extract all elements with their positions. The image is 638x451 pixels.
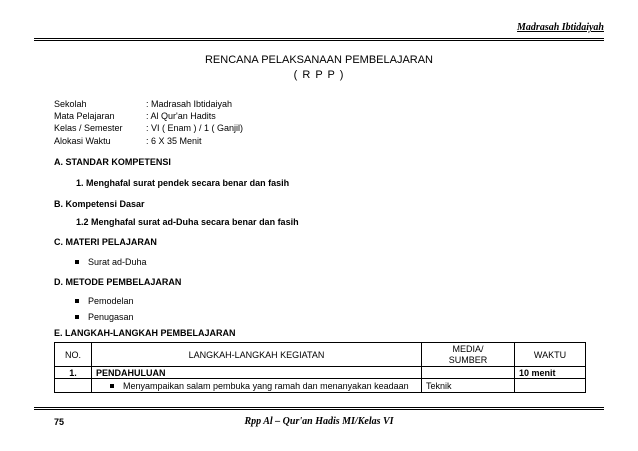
- section-a-heading: A. STANDAR KOMPETENSI: [54, 157, 171, 167]
- section-d-heading: D. METODE PEMBELAJARAN: [54, 277, 182, 287]
- col-kegiatan-header: LANGKAH-LANGKAH KEGIATAN: [92, 343, 422, 367]
- row-waktu: [515, 379, 586, 393]
- list-item: [75, 257, 147, 267]
- list-item: [75, 296, 134, 306]
- col-waktu-header: WAKTU: [515, 343, 586, 367]
- footer-title: Rpp Al – Qur'an Hadis MI/Kelas VI: [244, 416, 394, 427]
- header-divider: [34, 38, 604, 39]
- info-value: : Al Qur'an Hadits: [146, 111, 216, 122]
- list-item-text: Penugasan: [88, 312, 134, 322]
- page-number: 75: [54, 417, 65, 427]
- info-label: Mata Pelajaran: [54, 111, 115, 122]
- info-row: [54, 135, 243, 147]
- col-media-header: [422, 343, 515, 367]
- bullet-icon: [75, 315, 79, 319]
- col-no-header: NO.: [55, 343, 92, 367]
- list-item: [75, 312, 134, 322]
- row-waktu: 10 menit: [515, 367, 586, 379]
- section-b-item: 1.2 Menghafal surat ad-Duha secara benar dan fasih: [76, 217, 299, 227]
- info-value: : Madrasah Ibtidaiyah: [146, 99, 233, 109]
- info-row: [54, 110, 243, 122]
- bullet-icon: [110, 384, 114, 388]
- header-divider-2: [34, 40, 604, 41]
- row-no: [55, 379, 92, 393]
- info-label: Sekolah: [54, 99, 87, 109]
- info-row: [54, 98, 243, 110]
- footer-divider: [34, 407, 604, 408]
- list-item: [110, 381, 409, 391]
- section-b-heading: B. Kompetensi Dasar: [54, 199, 145, 209]
- table-row: [55, 367, 586, 379]
- section-e-heading: E. LANGKAH-LANGKAH PEMBELAJARAN: [54, 328, 236, 338]
- row-kegiatan: [92, 379, 422, 393]
- activities-table: [54, 342, 586, 393]
- info-label: Kelas / Semester: [54, 123, 123, 134]
- document-subtitle: ( R P P ): [293, 69, 345, 81]
- info-value: : VI ( Enam ) / 1 ( Ganjil): [146, 123, 244, 134]
- table-header-row: [55, 343, 586, 367]
- row-kegiatan: PENDAHULUAN: [92, 367, 422, 379]
- media-header-line1: MEDIA/: [452, 343, 484, 354]
- identity-block: [54, 98, 243, 147]
- row-media: [422, 367, 515, 379]
- media-header-line2: SUMBER: [448, 354, 488, 365]
- bullet-icon: [75, 260, 79, 264]
- list-item-text: Surat ad-Duha: [88, 257, 147, 267]
- bullet-icon: [75, 299, 79, 303]
- table-row: [55, 379, 586, 393]
- list-item-text: Pemodelan: [88, 296, 134, 306]
- section-a-item: 1. Menghafal surat pendek secara benar dan fasih: [76, 178, 290, 188]
- document-title: RENCANA PELAKSANAAN PEMBELAJARAN: [204, 54, 434, 66]
- info-label: Alokasi Waktu: [54, 135, 111, 146]
- info-value: : 6 X 35 Menit: [146, 135, 202, 146]
- row-media: Teknik: [422, 379, 515, 393]
- header-school: Madrasah Ibtidaiyah: [517, 22, 604, 33]
- list-item-text: Menyampaikan salam pembuka yang ramah dan menanyakan keadaan: [123, 381, 409, 391]
- info-row: [54, 122, 243, 134]
- footer-divider-2: [34, 409, 604, 410]
- section-c-heading: C. MATERI PELAJARAN: [54, 237, 157, 247]
- row-no: 1.: [55, 367, 92, 379]
